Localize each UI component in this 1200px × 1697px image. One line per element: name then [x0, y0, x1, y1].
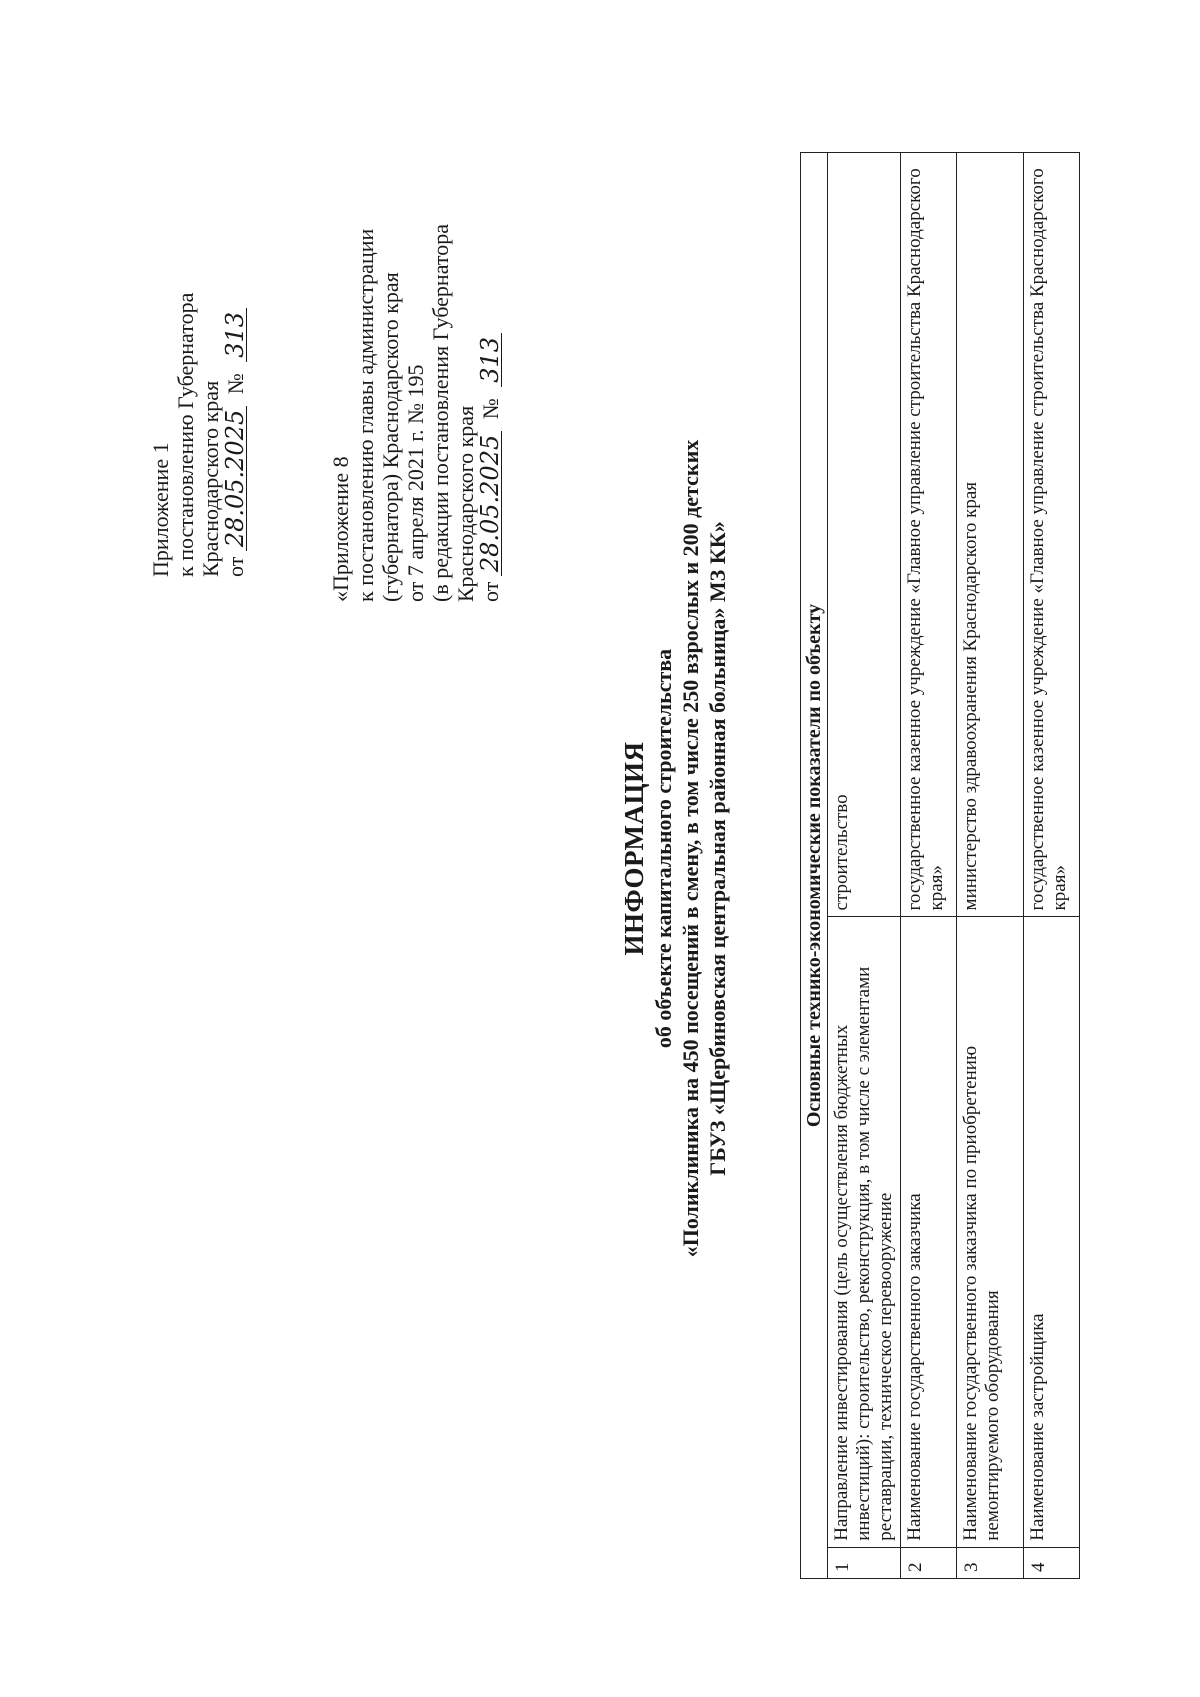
annex-8-line: от 7 апреля 2021 г. № 195 [403, 364, 428, 602]
row-value: государственное казенное учреждение «Главное управление строительства Краснодарского края» [1024, 153, 1080, 917]
date-prefix: от [478, 581, 503, 602]
table-header: Основные технико-экономические показатели по объекту [801, 153, 828, 1579]
annex-8-line: (в редакции постановления Губернатора [428, 224, 453, 602]
object-name-line: ГБУЗ «Щербиновская центральная районная больница» МЗ КК» [705, 521, 730, 1176]
row-value: государственное казенное учреждение «Главное управление строительства Краснодарского края» [901, 153, 957, 917]
technical-indicators-table [800, 152, 1080, 1579]
annex-8-stamp [328, 224, 503, 602]
row-label: Наименование застройщика [1024, 917, 1080, 1547]
row-label: Направление инвестирования (цель осуществления бюджетных инвестиций): строительство, реконструкция, в том числе с элементами реставрации, техническое перевооружение [828, 917, 901, 1547]
annex-1-stamp [148, 293, 248, 577]
table-row [901, 153, 957, 1579]
row-label: Наименование государственного заказчика [901, 917, 957, 1547]
annex-8-line: (губернатора) Краснодарского края [378, 272, 403, 602]
row-number: 2 [901, 1547, 957, 1578]
document-title-block [618, 200, 731, 1497]
handwritten-date: 28.05.2025 [479, 431, 502, 576]
number-sign: № [478, 398, 503, 420]
annex-1-line: Приложение 1 [148, 442, 173, 577]
annex-8-line: к постановлению главы администрации [353, 228, 378, 602]
handwritten-number: 313 [479, 333, 502, 387]
document-subtitle: об объекте капитального строительства [651, 648, 676, 1049]
row-number: 1 [828, 1547, 901, 1578]
row-value: министерство здравоохранения Краснодарского края [957, 153, 1024, 917]
handwritten-date: 28.05.2025 [224, 406, 247, 551]
table-row [828, 153, 901, 1579]
annex-1-date-line [223, 293, 248, 577]
row-value: строительство [828, 153, 901, 917]
table-row [957, 153, 1024, 1579]
annex-8-line: «Приложение 8 [328, 456, 353, 602]
number-sign: № [223, 373, 248, 395]
row-number: 4 [1024, 1547, 1080, 1578]
table-row [1024, 153, 1080, 1579]
annex-1-line: к постановлению Губернатора [173, 292, 198, 577]
row-number: 3 [957, 1547, 1024, 1578]
annex-8-date-line [478, 224, 503, 602]
table-header-row [801, 153, 828, 1579]
document-title: ИНФОРМАЦИЯ [619, 741, 649, 956]
row-label: Наименование государственного заказчика по приобретению немонтируемого оборудования [957, 917, 1024, 1547]
object-name-line: «Поликлиника на 450 посещений в смену, в том числе 250 взрослых и 200 детских [678, 439, 703, 1258]
annex-8-line: Краснодарского края [453, 405, 478, 602]
date-prefix: от [223, 556, 248, 577]
annex-1-line: Краснодарского края [198, 380, 223, 577]
handwritten-number: 313 [224, 308, 247, 362]
